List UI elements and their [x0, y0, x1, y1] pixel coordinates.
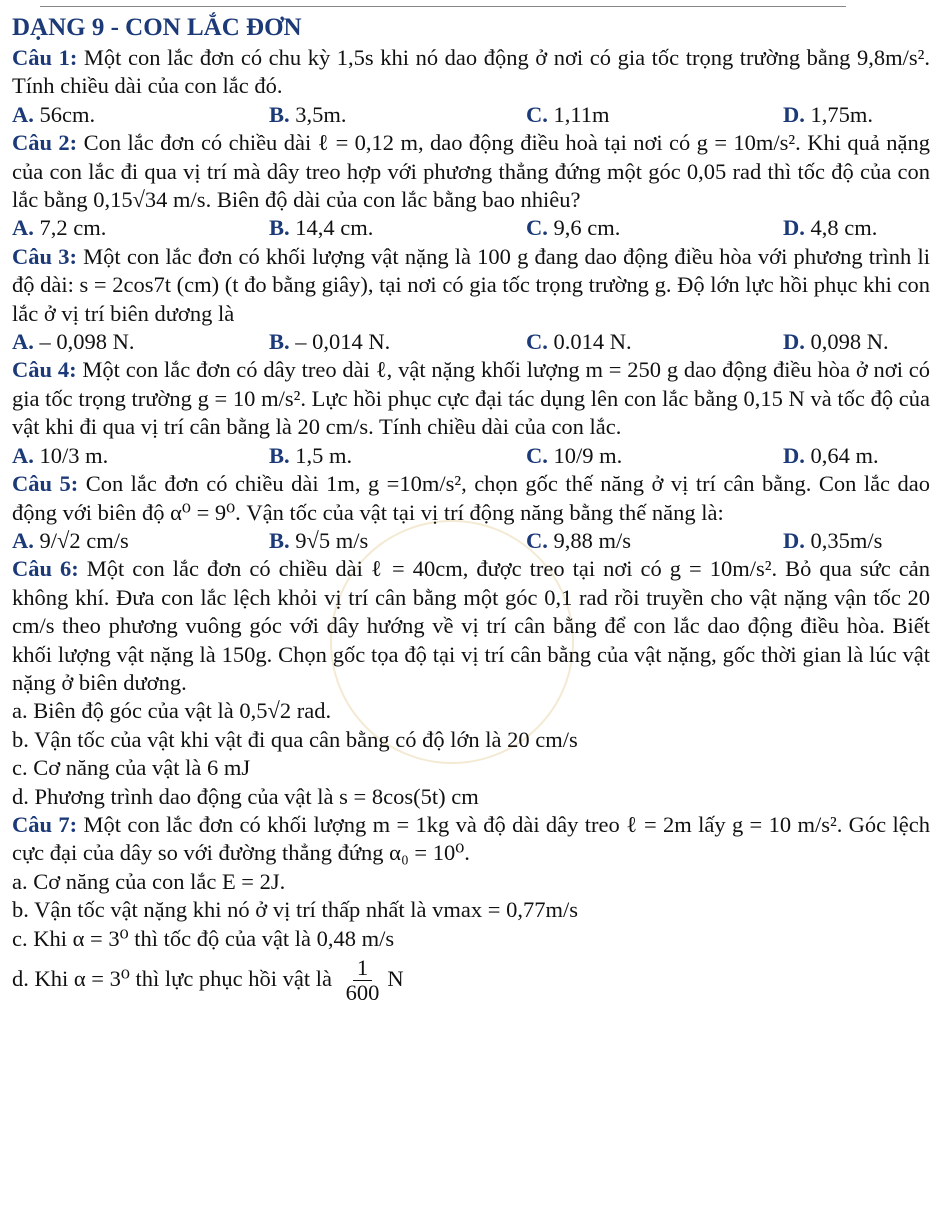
- statement-c: c. Khi α = 3⁰ thì tốc độ của vật là 0,48 m/s: [12, 925, 395, 951]
- question-label: Câu 5:: [12, 471, 79, 497]
- question-label: Câu 6:: [12, 556, 79, 582]
- option-d: D. 0,35m/s: [783, 527, 883, 553]
- option-b: B. 9√5 m/s: [269, 527, 369, 553]
- question-6: [12, 555, 930, 697]
- option-a: A. 10/3 m.: [12, 442, 109, 468]
- unit: N: [387, 966, 404, 991]
- question-text: Một con lắc đơn có khối lượng vật nặng là 100 g đang dao động điều hòa với phương trình li độ dài: s = 2cos7t (cm) (t đo bằng giây), tại nơi có gia tốc trọng trường g. Độ lớn lực hồi phục khi con lắc ở vị trí biên dương là: [12, 243, 930, 326]
- option-d: D. 4,8 cm.: [783, 215, 878, 241]
- question-text: Con lắc đơn có chiều dài 1m, g =10m/s², chọn gốc thế năng ở vị trí cân bằng. Con lắc dao động với biên độ α⁰ = 9⁰. Vận tốc của vật tại vị trí động năng bằng thế năng là:: [12, 471, 930, 525]
- option-c: C. 10/9 m.: [526, 442, 623, 468]
- question-1: [12, 44, 930, 101]
- option-b: B. 1,5 m.: [269, 442, 353, 468]
- question-3: [12, 243, 930, 328]
- question-4: [12, 356, 930, 441]
- option-c: C. 9,6 cm.: [526, 215, 621, 241]
- options-row: [12, 527, 930, 555]
- statement-b: b. Vận tốc vật nặng khi nó ở vị trí thấp nhất là vmax = 0,77m/s: [12, 897, 578, 923]
- question-text: Con lắc đơn có chiều dài ℓ = 0,12 m, dao động điều hoà tại nơi có g = 10m/s². Khi quả nặng của con lắc đi qua vị trí mà dây treo hợp với phương thẳng đứng một góc 0,05 rad thì tốc độ của con lắc bằng 0,15√34 m/s. Biên độ dài của con lắc bằng bao nhiêu?: [12, 130, 931, 213]
- option-b: B. 14,4 cm.: [269, 215, 374, 241]
- option-c: C. 1,11m: [526, 101, 610, 127]
- option-a: A. – 0,098 N.: [12, 329, 135, 355]
- option-d: D. 1,75m.: [783, 101, 874, 127]
- question-5: [12, 470, 930, 527]
- statement-b: b. Vận tốc của vật khi vật đi qua cân bằng có độ lớn là 20 cm/s: [12, 726, 578, 752]
- question-text: Một con lắc đơn có khối lượng m = 1kg và độ dài dây treo ℓ = 2m lấy g = 10 m/s². Góc lệch cực đại của dây so với đường thẳng đứng α₀ = 10⁰.: [12, 811, 930, 866]
- statement-a: a. Cơ năng của con lắc E = 2J.: [12, 868, 286, 894]
- question-label: Câu 1:: [12, 45, 78, 70]
- options-row: [12, 101, 930, 129]
- fraction-numerator: 1: [353, 956, 372, 981]
- option-d: D. 0,098 N.: [783, 329, 889, 355]
- page-title: DẠNG 9 - CON LẮC ĐƠN: [12, 14, 302, 41]
- option-a: A. 56cm.: [12, 101, 96, 127]
- question-label: Câu 2:: [12, 130, 78, 156]
- statement-prefix: d. Khi α = 3⁰ thì lực phục hồi vật là: [12, 966, 333, 991]
- question-text: Một con lắc đơn có chu kỳ 1,5s khi nó dao động ở nơi có gia tốc trọng trường bằng 9,8m/s². Tính chiều dài của con lắc đó.: [12, 45, 930, 99]
- top-rule: [40, 6, 846, 7]
- worksheet: [12, 12, 930, 1005]
- option-c: C. 0.014 N.: [526, 329, 632, 355]
- statement-d: [12, 953, 930, 1005]
- question-7: [12, 811, 930, 868]
- fraction: [342, 956, 384, 1005]
- option-b: B. 3,5m.: [269, 101, 347, 127]
- statement-d: d. Phương trình dao động của vật là s = 8cos(5t) cm: [12, 783, 479, 809]
- option-a: A. 7,2 cm.: [12, 215, 107, 241]
- question-label: Câu 7:: [12, 811, 78, 837]
- statement-c: c. Cơ năng của vật là 6 mJ: [12, 755, 251, 781]
- question-2: [12, 129, 930, 214]
- question-label: Câu 4:: [12, 357, 77, 383]
- options-row: [12, 442, 930, 470]
- options-row: [12, 214, 930, 242]
- statement-a: a. Biên độ góc của vật là 0,5√2 rad.: [12, 698, 332, 724]
- question-label: Câu 3:: [12, 243, 77, 269]
- option-c: C. 9,88 m/s: [526, 527, 632, 553]
- option-b: B. – 0,014 N.: [269, 329, 391, 355]
- question-text: Một con lắc đơn có chiều dài ℓ = 40cm, được treo tại nơi có g = 10m/s². Bỏ qua sức cản không khí. Đưa con lắc lệch khỏi vị trí cân bằng một góc 0,1 rad rồi truyền cho vật nặng vận tốc 20 cm/s theo phương vuông góc với dây hướng về vị trí cân bằng để con lắc dao động điều hòa. Biết khối lượng vật nặng là 150g. Chọn gốc tọa độ tại vị trí cân bằng của vật nặng, gốc thời gian là lúc vật nặng ở biên dương.: [12, 556, 931, 695]
- options-row: [12, 328, 930, 356]
- fraction-denominator: 600: [345, 980, 380, 1006]
- option-a: A. 9/√2 cm/s: [12, 527, 129, 553]
- option-d: D. 0,64 m.: [783, 442, 879, 468]
- question-text: Một con lắc đơn có dây treo dài ℓ, vật nặng khối lượng m = 250 g dao động điều hòa ở nơi có gia tốc trọng trường g = 10 m/s². Lực hồi phục cực đại tác dụng lên con lắc bằng 0,15 N và tốc độ của vật khi đi qua vị trí cân bằng là 20 cm/s. Tính chiều dài của con lắc.: [12, 357, 931, 440]
